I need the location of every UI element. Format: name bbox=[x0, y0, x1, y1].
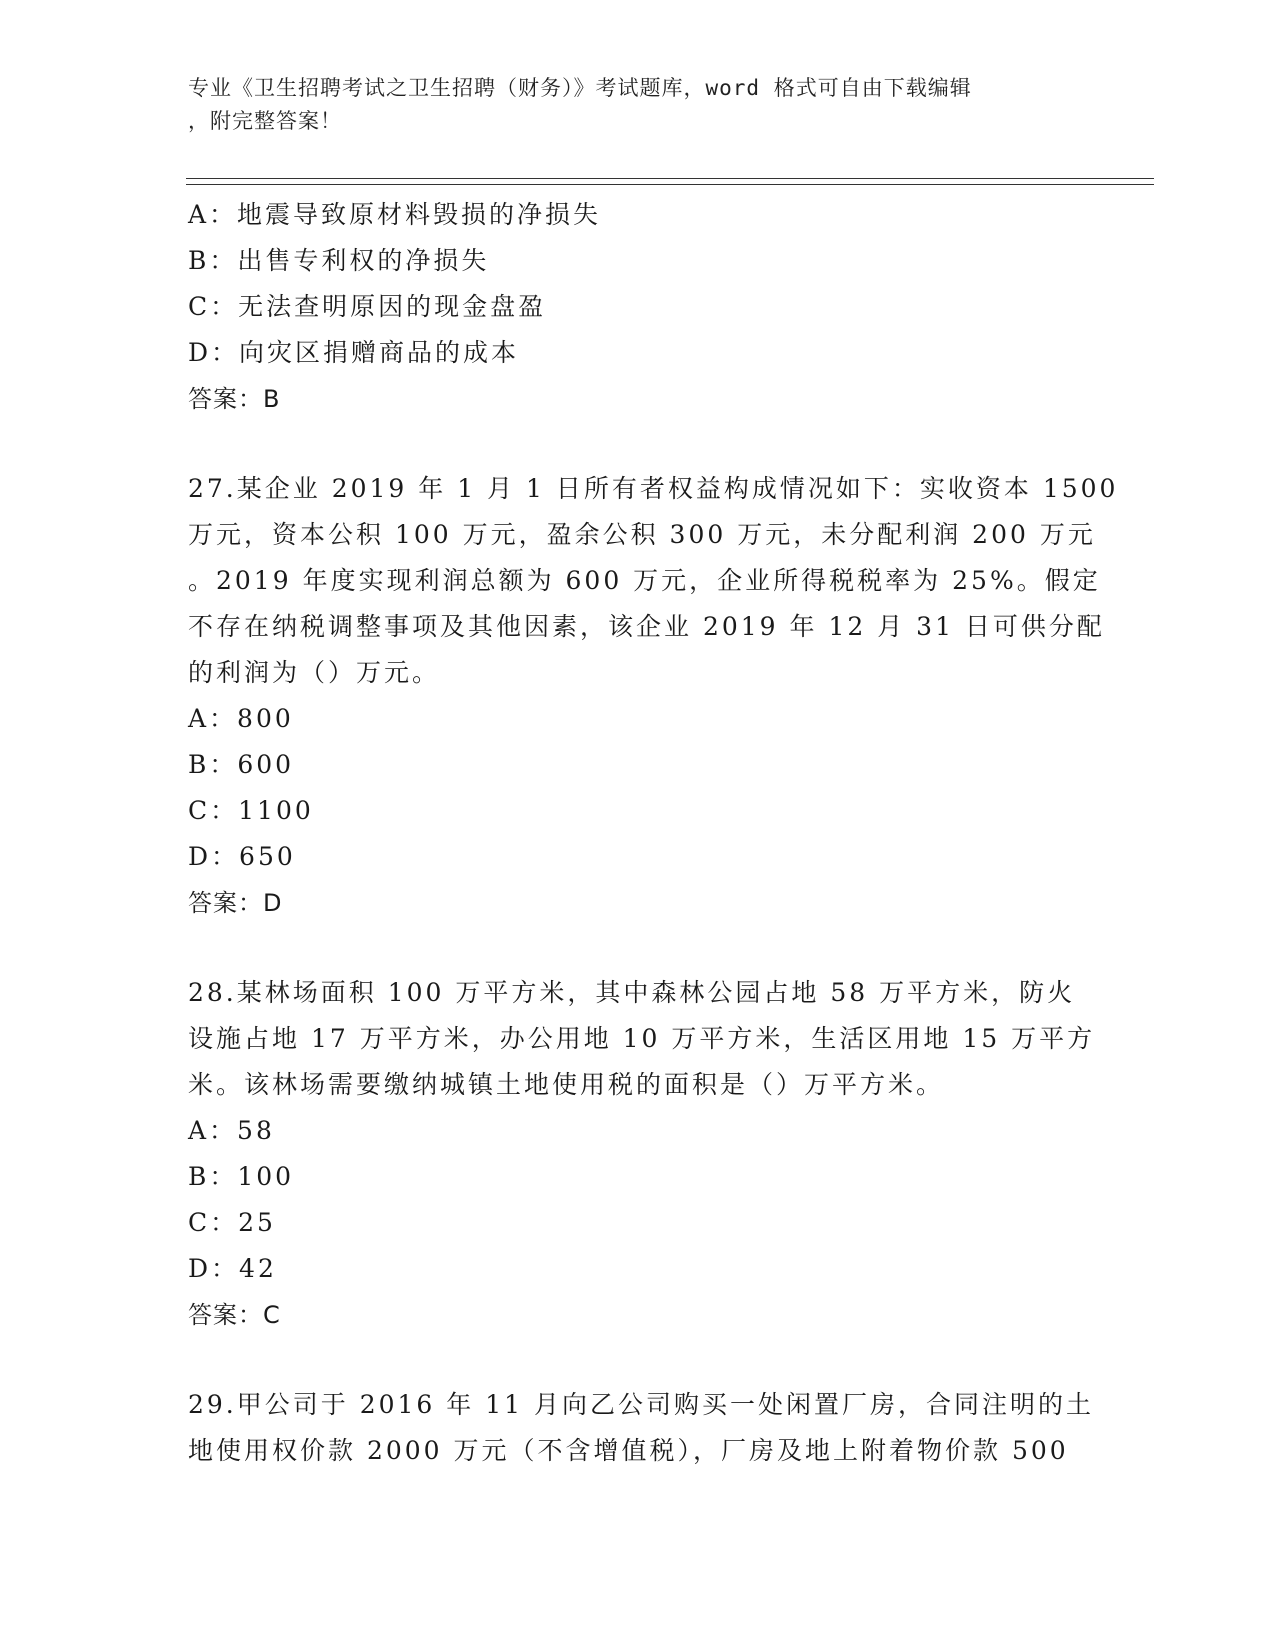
option-b: B：出售专利权的净损失 bbox=[188, 246, 490, 275]
document-header bbox=[188, 72, 1088, 138]
option-c: C：25 bbox=[188, 1208, 276, 1237]
spacer bbox=[188, 1338, 1088, 1382]
question-line: 设施占地 17 万平方米，办公用地 10 万平方米，生活区用地 15 万平方 bbox=[188, 1024, 1096, 1053]
option-c: C：无法查明原因的现金盘盈 bbox=[188, 292, 547, 321]
question-line: 地使用权价款 2000 万元（不含增值税），厂房及地上附着物价款 500 bbox=[188, 1436, 1069, 1465]
question-27 bbox=[188, 466, 1119, 926]
question-28 bbox=[188, 970, 1096, 1338]
question-line: 万元，资本公积 100 万元，盈余公积 300 万元，未分配利润 200 万元 bbox=[188, 520, 1096, 549]
question-line: 不存在纳税调整事项及其他因素，该企业 2019 年 12 月 31 日可供分配 bbox=[188, 612, 1105, 641]
spacer bbox=[188, 422, 1088, 466]
answer: 答案：D bbox=[188, 889, 283, 917]
question-line: 27.某企业 2019 年 1 月 1 日所有者权益构成情况如下：实收资本 1500 bbox=[188, 474, 1119, 503]
question-text bbox=[188, 1382, 1094, 1474]
answer: 答案：C bbox=[188, 1301, 281, 1329]
question-26 bbox=[188, 192, 1088, 422]
header-line-2: ，附完整答案！ bbox=[188, 109, 342, 133]
question-line: 29.甲公司于 2016 年 11 月向乙公司购买一处闲置厂房，合同注明的土 bbox=[188, 1390, 1094, 1419]
question-29 bbox=[188, 1382, 1094, 1474]
question-text bbox=[188, 970, 1096, 1108]
option-d: D：向灾区捐赠商品的成本 bbox=[188, 338, 520, 367]
option-c: C：1100 bbox=[188, 796, 314, 825]
question-text bbox=[188, 466, 1119, 696]
question-line: 28.某林场面积 100 万平方米，其中森林公园占地 58 万平方米，防火 bbox=[188, 978, 1076, 1007]
header-line-1: 专业《卫生招聘考试之卫生招聘（财务）》考试题库，word 格式可自由下载编辑 bbox=[188, 76, 972, 100]
header-rule-top bbox=[186, 178, 1154, 179]
answer: 答案：B bbox=[188, 385, 281, 413]
option-a: A：800 bbox=[188, 704, 294, 733]
option-a: A：地震导致原材料毁损的净损失 bbox=[188, 200, 602, 229]
option-b: B：100 bbox=[188, 1162, 295, 1191]
option-d: D：650 bbox=[188, 842, 296, 871]
question-line: 的利润为（）万元。 bbox=[188, 658, 441, 687]
question-content bbox=[188, 192, 1119, 1474]
option-a: A：58 bbox=[188, 1116, 275, 1145]
question-line: 。2019 年度实现利润总额为 600 万元，企业所得税税率为 25%。假定 bbox=[188, 566, 1101, 595]
spacer bbox=[188, 926, 1088, 970]
option-d: D：42 bbox=[188, 1254, 277, 1283]
question-line: 米。该林场需要缴纳城镇土地使用税的面积是（）万平方米。 bbox=[188, 1070, 945, 1099]
header-rule-bottom bbox=[186, 184, 1154, 185]
option-b: B：600 bbox=[188, 750, 295, 779]
